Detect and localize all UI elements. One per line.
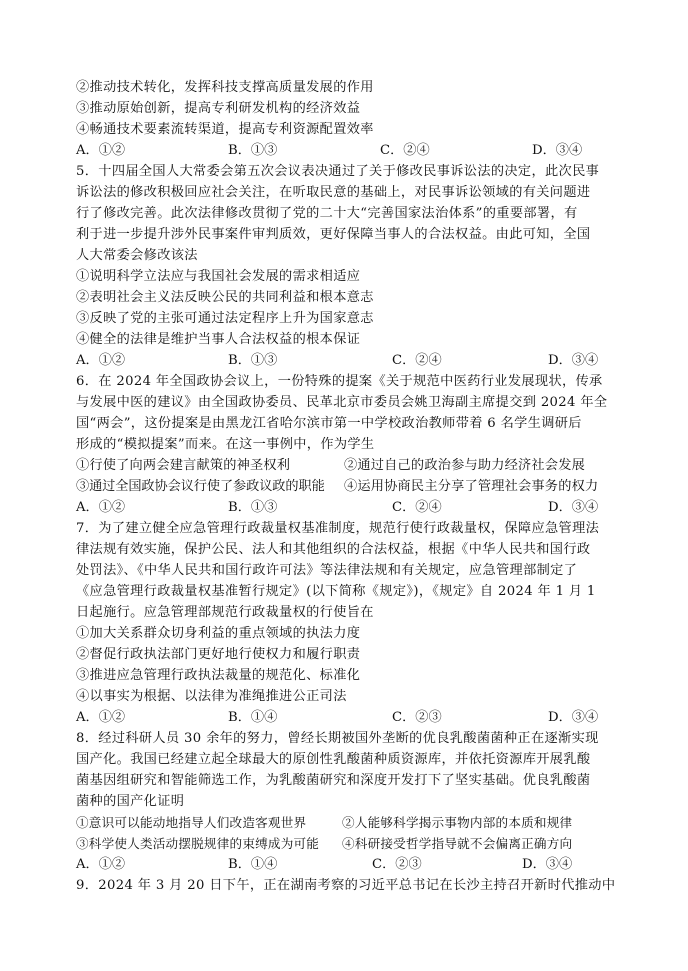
- q8-item: ①意识可以能动地指导人们改造客观世界: [76, 815, 307, 830]
- option-c: C．②④: [380, 143, 430, 158]
- q7-options: [76, 707, 616, 728]
- q6-items-row: [76, 476, 636, 497]
- option-b: B．①③: [228, 353, 278, 368]
- q5-item: ②表明社会主义法反映公民的共同利益和根本意志: [76, 290, 374, 305]
- q8-item: ④科研接受哲学指导就不会偏离正确方向: [342, 836, 573, 851]
- q5-item: ④健全的法律是维护当事人合法权益的根本保证: [76, 332, 361, 347]
- q8-stem-line: 国产化。我国已经建立起全球最大的原创性乳酸菌种质资源库，并依托资源库开展乳酸: [76, 752, 591, 767]
- q8-stem-line: 8．经过科研人员 30 余年的努力，曾经长期被国外垄断的优良乳酸菌菌种正在逐渐实现: [76, 731, 599, 746]
- q4-item-2: ②推动技术转化，发挥科技支撑高质量发展的作用: [76, 80, 374, 95]
- q4-item-3: ③推动原始创新，提高专利研发机构的经济效益: [76, 101, 361, 116]
- q8-options: [76, 854, 616, 875]
- q7-item: ②督促行政执法部门更好地行使权力和履行职责: [76, 647, 361, 662]
- option-a: A．①②: [76, 710, 126, 725]
- q8-item: ③科学使人类活动摆脱规律的束缚成为可能: [76, 836, 320, 851]
- option-a: A．①②: [76, 500, 126, 515]
- q7-item: ④以事实为根据、以法律为准绳推进公正司法: [76, 689, 347, 704]
- q7-item: ①加大关系群众切身利益的重点领域的执法力度: [76, 626, 361, 641]
- q7-stem-line: 处罚法》、《中华人民共和国行政许可法》等法律法规和有关规定，应急管理部制定了: [76, 563, 578, 578]
- q7-stem-line: 《应急管理行政裁量权基准暂行规定》(以下简称《规定》)，《规定》自 2024 年 1 月 1: [76, 584, 596, 599]
- option-b: B．①④: [228, 710, 278, 725]
- option-d: D．③④: [532, 143, 583, 158]
- q6-stem-line: 国“两会”，这份提案是由黑龙江省哈尔滨市第一中学校政治教师带着 6 名学生调研后: [76, 416, 582, 431]
- q5-options: [76, 350, 616, 371]
- q6-item: ④运用协商民主分享了管理社会事务的权力: [344, 479, 599, 494]
- option-a: A．①②: [76, 857, 126, 872]
- q7-stem-line: 日起施行。应急管理部规范行政裁量权的行使旨在: [76, 605, 374, 620]
- option-c: C．②④: [392, 500, 442, 515]
- option-c: C．②④: [392, 353, 442, 368]
- option-d: D．③④: [548, 353, 599, 368]
- q4-item-4: ④畅通技术要素流转渠道，提高专利资源配置效率: [76, 122, 374, 137]
- option-c: C．②③: [392, 710, 442, 725]
- q5-item: ①说明科学立法应与我国社会发展的需求相适应: [76, 269, 361, 284]
- q8-stem-line: 菌基因组研究和智能筛选工作，为乳酸菌研究和深度开发打下了坚实基础。优良乳酸菌: [76, 773, 591, 788]
- option-a: A．①②: [76, 143, 126, 158]
- q6-stem-line: 6．在 2024 年全国政协会议上，一份特殊的提案《关于规范中医药行业发展现状，传承: [76, 374, 603, 389]
- q8-items-row: [76, 812, 636, 833]
- option-b: B．①③: [228, 500, 278, 515]
- q5-stem-line: 诉讼法的修改积极回应社会关注，在听取民意的基础上，对民事诉讼领域的有关问题进: [76, 185, 591, 200]
- q7-stem-line: 7．为了建立健全应急管理行政裁量权基准制度，规范行使行政裁量权，保障应急管理法: [76, 521, 600, 536]
- q4-options: [76, 140, 616, 161]
- q7-stem-line: 律法规有效实施，保护公民、法人和其他组织的合法权益，根据《中华人民共和国行政: [76, 542, 591, 557]
- q6-item: ②通过自己的政治参与助力经济社会发展: [344, 458, 585, 473]
- option-c: C．②③: [372, 857, 422, 872]
- q9-stem-line: 9．2024 年 3 月 20 日下午，正在湖南考察的习近平总书记在长沙主持召开新时代推动中: [76, 878, 616, 893]
- q6-item: ③通过全国政协会议行使了参政议政的职能: [76, 479, 325, 494]
- q8-stem-line: 菌种的国产化证明: [76, 794, 185, 809]
- q6-items-row: [76, 455, 636, 476]
- option-d: D．③④: [548, 710, 599, 725]
- option-b: B．①③: [228, 143, 278, 158]
- option-b: B．①④: [228, 857, 278, 872]
- q5-stem-line: 5．十四届全国人大常委会第五次会议表决通过了关于修改民事诉讼法的决定，此次民事: [76, 164, 600, 179]
- q6-item: ①行使了向两会建言献策的神圣权利: [76, 458, 291, 473]
- option-d: D．③④: [522, 857, 573, 872]
- q5-stem-line: 利于进一步提升涉外民事案件审判质效，更好保障当事人的合法权益。由此可知，全国: [76, 227, 591, 242]
- q6-stem-line: 形成的“模拟提案”而来。在这一事例中，作为学生: [76, 437, 375, 452]
- q5-stem-line: 人大常委会修改该法: [76, 248, 198, 263]
- q6-options: [76, 497, 616, 518]
- q6-stem-line: 与发展中医的建议》由全国政协委员、民革北京市委员会姚卫海副主席提交到 2024 年全: [76, 395, 608, 410]
- q5-stem-line: 行了修改完善。此次法律修改贯彻了党的二十大“完善国家法治体系”的重要部署，有: [76, 206, 578, 221]
- option-a: A．①②: [76, 353, 126, 368]
- option-d: D．③④: [548, 500, 599, 515]
- q5-item: ③反映了党的主张可通过法定程序上升为国家意志: [76, 311, 374, 326]
- q8-items-row: [76, 833, 636, 854]
- q7-item: ③推进应急管理行政执法裁量的规范化、标准化: [76, 668, 361, 683]
- q8-item: ②人能够科学揭示事物内部的本质和规律: [342, 815, 573, 830]
